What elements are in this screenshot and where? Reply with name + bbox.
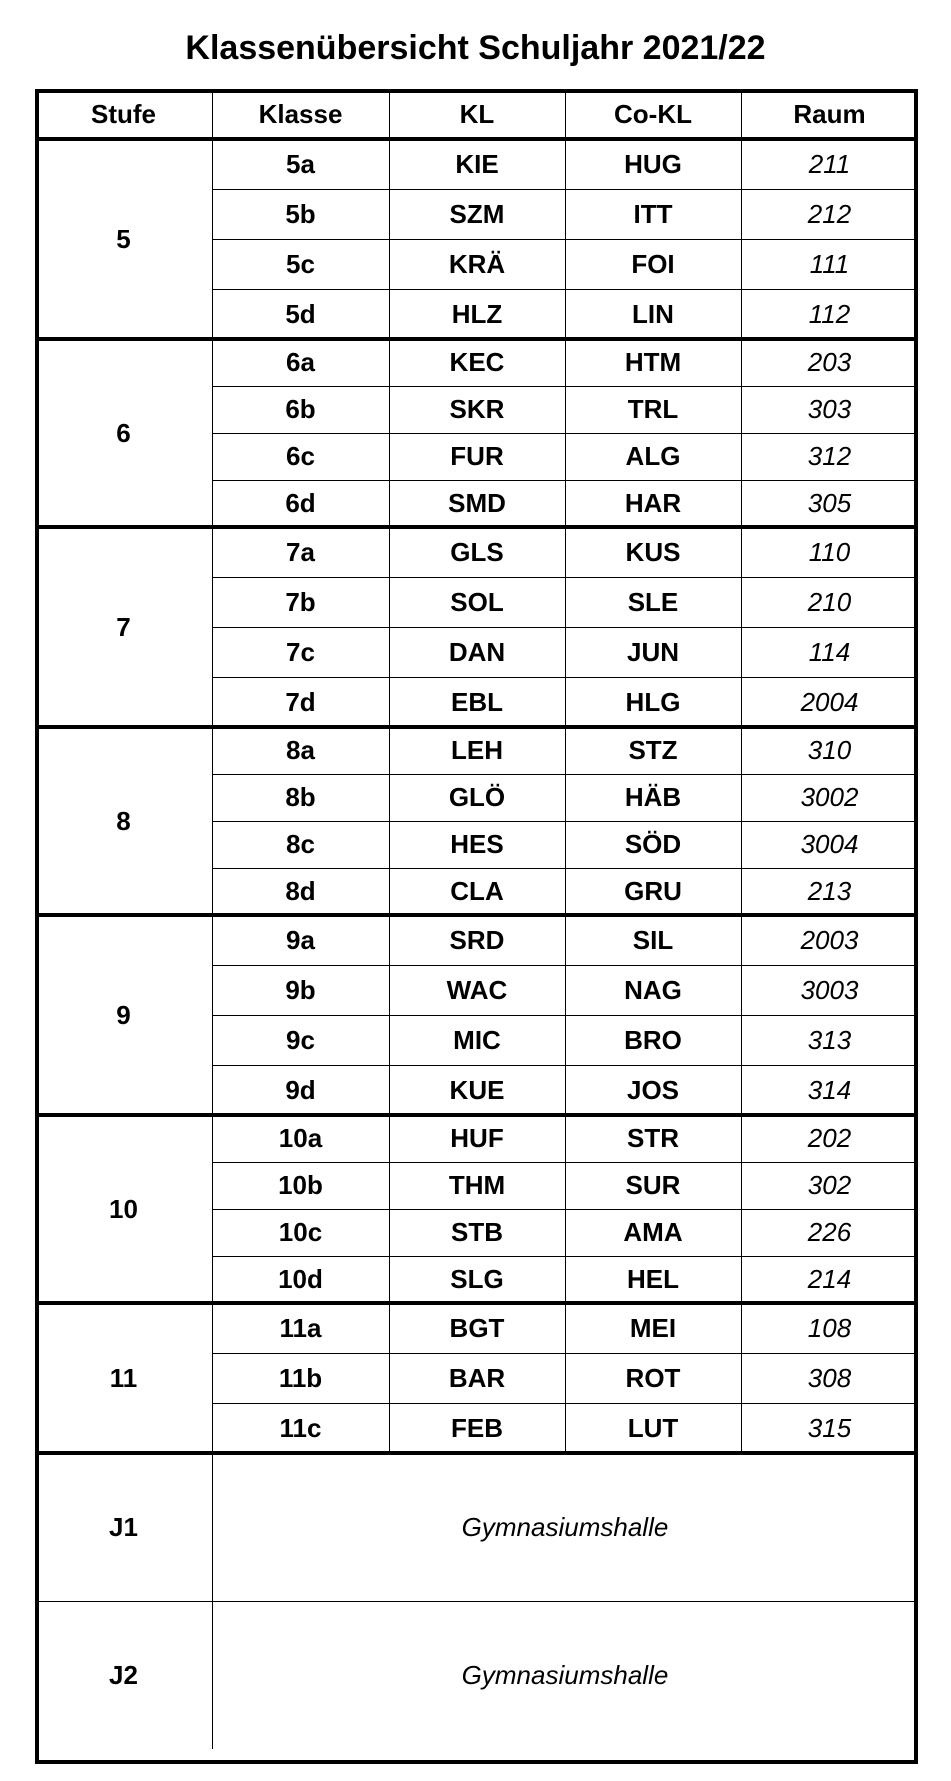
stufe-cell: 10: [109, 1193, 138, 1224]
klasse-cell: 9c: [286, 1024, 315, 1055]
column-divider: [565, 727, 566, 915]
stufe-cell: J2: [109, 1659, 138, 1690]
column-divider: [389, 89, 390, 139]
column-divider: [212, 727, 213, 915]
kl-cell: KUE: [449, 1074, 505, 1105]
kl-cell: SOL: [450, 586, 504, 617]
kl-cell: HES: [450, 829, 504, 859]
raum-cell: 314: [807, 1074, 852, 1105]
cokl-cell: HÄB: [624, 782, 682, 812]
column-divider: [565, 1303, 566, 1453]
kl-cell: CLA: [450, 876, 504, 906]
kl-cell: SKR: [449, 394, 505, 424]
klasse-cell: 9d: [285, 1074, 316, 1105]
column-divider: [741, 339, 742, 527]
klasse-cell: 7d: [285, 686, 316, 717]
cokl-cell: SLE: [627, 586, 679, 617]
cokl-cell: SÖD: [624, 829, 682, 859]
kl-cell: GLÖ: [448, 782, 506, 812]
stufe-cell: 5: [116, 223, 131, 254]
cokl-cell: STR: [627, 1123, 679, 1153]
cokl-cell: NAG: [624, 974, 682, 1005]
column-header: Raum: [793, 98, 866, 129]
raum-cell: 2003: [800, 924, 859, 955]
cokl-cell: MEI: [629, 1312, 677, 1343]
raum-cell: 211: [808, 148, 851, 179]
klasse-cell: 8d: [285, 876, 316, 906]
kl-cell: BAR: [448, 1362, 506, 1393]
raum-cell: 210: [807, 586, 852, 617]
klasse-cell: 6c: [286, 441, 315, 471]
klasse-cell: 10b: [278, 1170, 323, 1200]
kl-cell: EBL: [451, 686, 503, 717]
column-divider: [741, 1115, 742, 1303]
cokl-cell: GRU: [624, 876, 682, 906]
klasse-cell: 5c: [286, 248, 315, 279]
column-divider: [212, 1601, 213, 1749]
cokl-cell: SIL: [632, 924, 674, 955]
raum-cell: 3004: [800, 829, 859, 859]
klasse-cell: 9a: [286, 924, 315, 955]
column-divider: [389, 1303, 390, 1453]
raum-cell: 112: [808, 298, 851, 329]
cokl-cell: HEL: [627, 1264, 679, 1294]
raum-cell: 212: [807, 198, 852, 229]
column-header: Co-KL: [614, 98, 692, 129]
location-cell: Gymnasiumshalle: [461, 1511, 669, 1542]
klasse-cell: 8b: [285, 782, 316, 812]
raum-cell: 308: [807, 1362, 852, 1393]
kl-cell: THM: [448, 1170, 506, 1200]
cokl-cell: HLG: [625, 686, 681, 717]
stufe-cell: 11: [109, 1362, 138, 1393]
raum-cell: 111: [809, 248, 850, 279]
column-divider: [565, 89, 566, 139]
kl-cell: BGT: [449, 1312, 505, 1343]
raum-cell: 2004: [800, 686, 859, 717]
raum-cell: 203: [807, 347, 852, 377]
klasse-cell: 6b: [285, 394, 316, 424]
column-divider: [565, 339, 566, 527]
cokl-cell: HUG: [624, 148, 682, 179]
kl-cell: FEB: [451, 1412, 503, 1443]
klasse-cell: 7a: [286, 536, 315, 567]
raum-cell: 303: [807, 394, 852, 424]
klasse-cell: 8c: [286, 829, 315, 859]
cokl-cell: JOS: [626, 1074, 680, 1105]
kl-cell: KEC: [449, 347, 505, 377]
column-divider: [741, 89, 742, 139]
kl-cell: HLZ: [451, 298, 503, 329]
column-header: Stufe: [91, 98, 156, 129]
kl-cell: SRD: [449, 924, 505, 955]
stufe-cell: J1: [109, 1511, 138, 1542]
raum-cell: 313: [807, 1024, 852, 1055]
kl-cell: WAC: [446, 974, 508, 1005]
kl-cell: STB: [451, 1217, 503, 1247]
raum-cell: 3002: [800, 782, 859, 812]
raum-cell: 305: [807, 488, 852, 518]
raum-cell: 302: [807, 1170, 852, 1200]
raum-cell: 315: [807, 1412, 852, 1443]
stufe-cell: 6: [116, 417, 131, 448]
column-divider: [741, 915, 742, 1115]
kl-cell: GLS: [450, 536, 504, 567]
klasse-cell: 6a: [286, 347, 315, 377]
stufe-cell: 7: [116, 611, 131, 642]
klasse-cell: 5b: [285, 198, 316, 229]
klasse-cell: 11b: [278, 1362, 323, 1393]
kl-cell: FUR: [450, 441, 504, 471]
column-divider: [212, 339, 213, 527]
column-divider: [212, 1303, 213, 1453]
column-divider: [565, 1115, 566, 1303]
cokl-cell: BRO: [624, 1024, 682, 1055]
raum-cell: 110: [808, 536, 851, 567]
column-divider: [565, 915, 566, 1115]
column-divider: [389, 339, 390, 527]
stufe-cell: 8: [116, 805, 131, 836]
column-divider: [389, 139, 390, 339]
kl-cell: KIE: [455, 148, 499, 179]
cokl-cell: AMA: [623, 1217, 683, 1247]
raum-cell: 108: [807, 1312, 852, 1343]
location-cell: Gymnasiumshalle: [461, 1659, 669, 1690]
raum-cell: 114: [808, 636, 851, 667]
column-divider: [212, 139, 213, 339]
column-divider: [741, 727, 742, 915]
kl-cell: MIC: [453, 1024, 501, 1055]
klasse-cell: 10a: [278, 1123, 323, 1153]
kl-cell: HUF: [450, 1123, 504, 1153]
cokl-cell: ALG: [625, 441, 681, 471]
column-divider: [741, 527, 742, 727]
column-divider: [212, 1115, 213, 1303]
kl-cell: LEH: [451, 735, 503, 765]
class-overview-table: [35, 89, 918, 1764]
column-divider: [212, 915, 213, 1115]
column-divider: [741, 139, 742, 339]
cokl-cell: SUR: [625, 1170, 681, 1200]
raum-cell: 213: [807, 876, 852, 906]
klasse-cell: 8a: [286, 735, 315, 765]
raum-cell: 3003: [800, 974, 859, 1005]
cokl-cell: ROT: [625, 1362, 681, 1393]
cokl-cell: JUN: [626, 636, 679, 667]
kl-cell: SLG: [450, 1264, 504, 1294]
column-divider: [741, 1303, 742, 1453]
column-divider: [212, 1453, 213, 1601]
klasse-cell: 11a: [279, 1312, 322, 1343]
klasse-cell: 11c: [279, 1412, 322, 1443]
klasse-cell: 10c: [278, 1217, 323, 1247]
column-divider: [389, 727, 390, 915]
cokl-cell: LIN: [632, 298, 674, 329]
column-divider: [389, 1115, 390, 1303]
cokl-cell: LUT: [627, 1412, 679, 1443]
klasse-cell: 5d: [285, 298, 316, 329]
column-divider: [212, 527, 213, 727]
kl-cell: DAN: [448, 636, 506, 667]
column-divider: [565, 139, 566, 339]
cokl-cell: FOI: [631, 248, 675, 279]
cokl-cell: KUS: [625, 536, 681, 567]
klasse-cell: 10d: [278, 1264, 323, 1294]
cokl-cell: STZ: [628, 735, 678, 765]
raum-cell: 202: [807, 1123, 852, 1153]
column-divider: [389, 527, 390, 727]
cokl-cell: HTM: [624, 347, 682, 377]
column-divider: [565, 527, 566, 727]
klasse-cell: 9b: [285, 974, 316, 1005]
klasse-cell: 7c: [286, 636, 315, 667]
klasse-cell: 5a: [286, 148, 315, 179]
cokl-cell: ITT: [633, 198, 673, 229]
raum-cell: 312: [807, 441, 852, 471]
column-header: Klasse: [258, 98, 343, 129]
klasse-cell: 6d: [285, 488, 316, 518]
kl-cell: SMD: [448, 488, 506, 518]
column-header: KL: [459, 98, 495, 129]
klasse-cell: 7b: [285, 586, 316, 617]
stufe-cell: 9: [116, 999, 131, 1030]
kl-cell: KRÄ: [448, 248, 506, 279]
raum-cell: 214: [807, 1264, 852, 1294]
cokl-cell: TRL: [627, 394, 679, 424]
column-divider: [212, 89, 213, 139]
raum-cell: 310: [807, 735, 852, 765]
raum-cell: 226: [807, 1217, 852, 1247]
kl-cell: SZM: [449, 198, 505, 229]
column-divider: [389, 915, 390, 1115]
cokl-cell: HAR: [624, 488, 682, 518]
page-title: Klassenübersicht Schuljahr 2021/22: [185, 29, 766, 67]
